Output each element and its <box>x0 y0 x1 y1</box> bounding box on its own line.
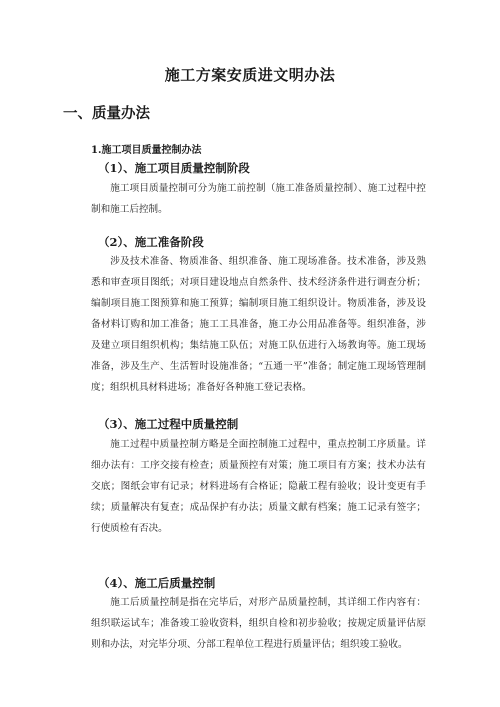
block-text-4: 施工后质量控制是指在完毕后，对形产品质量控制，其详细工作内容有：组织联运试车；准备竣工验收资料，组织自检和初步验收；按规定质量评估原则和办法，对完毕分项、分部工程单位工程进行质量评估；组织竣工验收。 <box>91 597 426 650</box>
block-heading-2: （2）、施工准备阶段 <box>98 235 204 249</box>
block-heading-1: （1）、施工项目质量控制阶段 <box>98 161 250 175</box>
block-text-1: 施工项目质量控制可分为施工前控制（施工准备质量控制）、施工过程中控制和施工后控制。 <box>91 183 426 215</box>
block-heading-3: （3）、施工过程中质量控制 <box>98 417 239 431</box>
block-heading-4: （4）、施工后质量控制 <box>98 576 216 590</box>
document-title: 施工方案安质进文明办法 <box>164 66 336 84</box>
block-text-3: 施工过程中质量控制方略是全面控制施工过程中，重点控制工序质量。详细办法有：工序交接有检查；质量预控有对策；施工项目有方案；技术办法有交底；图纸会审有记录；材料进场有合格证；隐蔽工程有验收；设计变更有手续；质量解决有复查；成品保护有办法；质量文献有档案；施工记录有签字；行使质检有否决。 <box>91 439 426 534</box>
subsection-heading: 1.施工项目质量控制办法 <box>91 145 202 156</box>
block-text-2: 涉及技术准备、物质准备、组织准备、施工现场准备。技术准备，涉及熟悉和审查项目图纸；对项目建设地点自然条件、技术经济条件进行调查分析；编制项目施工图预算和施工预算；编制项目施工组织设计。物质准备，涉及设备材料订购和加工准备；施工工具准备，施工办公用品准备等。组织准备，涉及建立项目组织机构；集结施工队伍；对施工队伍进行入场教询等。施工现场准备，涉及生产、生活暂时设施准备；“五通一平”准备；制定施工现场管理制度；组织机具材料进场；准备好各种施工登记表格。 <box>91 256 426 393</box>
section-heading-quality: 一、质量办法 <box>63 105 150 122</box>
